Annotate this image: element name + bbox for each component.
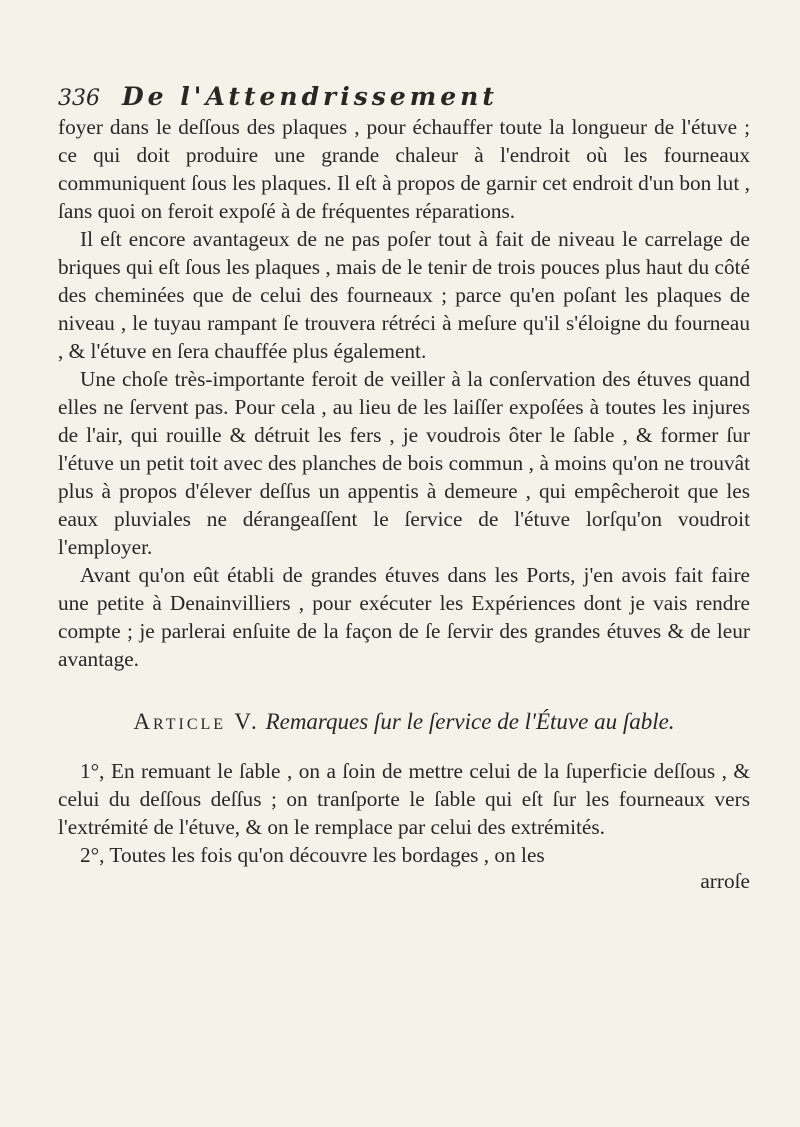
- paragraph: Il eſt encore avantageux de ne pas poſer tout à fait de niveau le carrelage de briques qui eſt ſous les plaques , mais de le tenir de trois pouces plus haut du côté des cheminées que de celui des fourneaux ; parce qu'en poſant les plaques de niveau , le tuyau rampant ſe trouvera rétréci à meſure qu'il s'éloigne du fourneau , & l'étuve en ſera chauffée plus également.: [58, 227, 751, 363]
- page-number: 336: [58, 86, 100, 111]
- paragraph: Avant qu'on eût établi de grandes étuves dans les Ports, j'en avois fait faire une petite à Denainvilliers , pour exécuter les Expériences dont je vais rendre compte ; je parlerai enſuite de la façon de ſe ſervir des grandes étuves & de leur avantage.: [58, 563, 750, 671]
- body-text: [58, 113, 750, 673]
- article-heading: [58, 707, 750, 737]
- article-body: [58, 757, 750, 869]
- catchword: arroſe: [700, 869, 750, 893]
- paragraph: Une choſe très-importante feroit de veiller à la conſervation des étuves quand elles ne ſervent pas. Pour cela , au lieu de les laiſſer expoſées à toutes les injures de l'air, qui rouille & détruit les fers , je voudrois ôter le ſable , & former ſur l'étuve un petit toit avec des planches de bois commun , à moins qu'on ne trouvât plus à propos d'élever deſſus un appentis à demeure , qui empêcheroit que les eaux pluviales ne dérangeaſſent le ſervice de l'étuve lorſqu'on voudroit l'employer.: [58, 367, 750, 559]
- article-label: Article V.: [133, 709, 260, 734]
- numbered-item: 2°, Toutes les fois qu'on découvre les bordages , on les: [80, 843, 545, 867]
- numbered-item: 1°, En remuant le ſable , on a ſoin de mettre celui de la ſuperficie deſſous , & celui du deſſous deſſus ; on tranſporte le ſable qui eſt ſur les fourneaux vers l'extrémité de l'étuve, & on le remplace par celui des extrémités.: [58, 759, 750, 839]
- paragraph: foyer dans le deſſous des plaques , pour échauffer toute la longueur de l'étuve ; ce qui doit produire une grande chaleur à l'endroit où les fourneaux communiquent ſous les plaques. Il eſt à propos de garnir cet endroit d'un bon lut , ſans quoi on feroit expoſé à de fréquentes réparations.: [58, 115, 750, 223]
- article-title: Remarques ſur le ſervice de l'Étuve au ſable.: [265, 709, 675, 734]
- running-title: De l'Attendrissement: [122, 82, 498, 111]
- page-header: [58, 82, 750, 111]
